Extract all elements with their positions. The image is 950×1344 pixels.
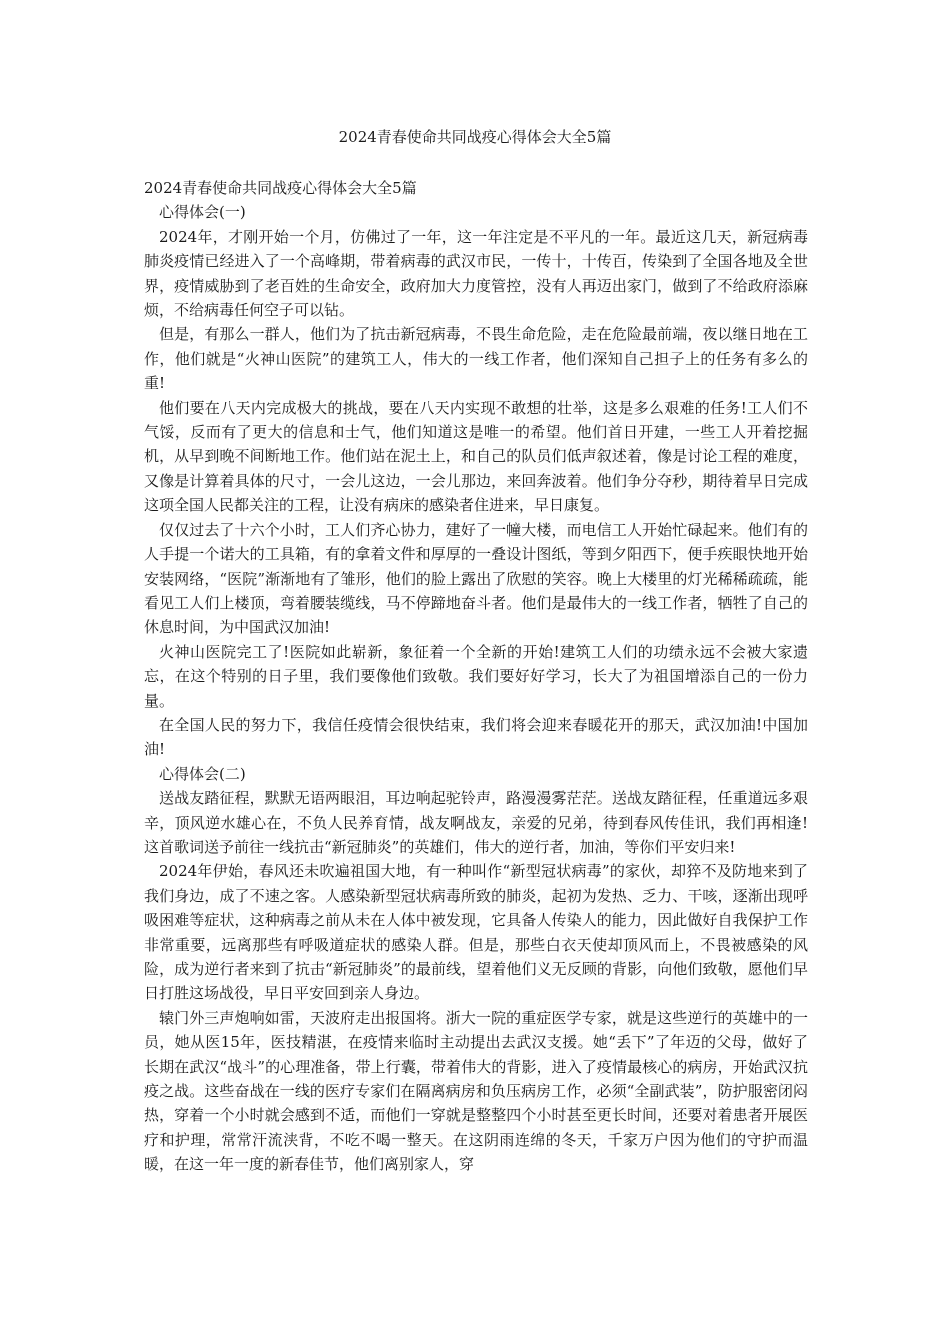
body-paragraph: 他们要在八天内完成极大的挑战，要在八天内实现不敢想的壮举，这是多么艰难的任务!工人们不气馁，反而有了更大的信息和士气，他们知道这是唯一的希望。他们首日开建，一些工人开着挖掘机，从早到晚不间断地工作。他们站在泥土上，和自己的队员们低声叙述着，像是讨论工程的难度，又像是计算着具体的尺寸，一会儿这边，一会儿那边，来回奔波着。他们争分夺秒，期待着早日完成这项全国人民都关注的工程，让没有病床的感染者住进来，早日康复。 bbox=[144, 398, 808, 515]
body-paragraph: 但是，有那么一群人，他们为了抗击新冠病毒，不畏生命危险，走在危险最前端，夜以继日地在工作，他们就是“火神山医院”的建筑工人，伟大的一线工作者，他们深知自己担子上的任务有多么的重! bbox=[144, 325, 808, 393]
section-heading: 心得体会(二) bbox=[159, 764, 246, 783]
body-paragraph: 辕门外三声炮响如雷，天波府走出报国将。浙大一院的重症医学专家，就是这些逆行的英雄中的一员，她从医15年，医技精湛，在疫情来临时主动提出去武汉支援。她“丢下”了年迈的父母，做好了长期在武汉“战斗”的心理准备，带上行囊，带着伟大的背影，进入了疫情最核心的病房，开始武汉抗疫之战。这些奋战在一线的医疗专家们在隔离病房和负压病房工作，必须“全副武装”，防护服密闭闷热，穿着一个小时就会感到不适，而他们一穿就是整整四个小时甚至更长时间，还要对着患者开展医疗和护理，常常汗流浃背，不吃不喝一整天。在这阴雨连绵的冬天，千家万户因为他们的守护而温暖，在这一年一度的新春佳节，他们离别家人，穿 bbox=[144, 1008, 808, 1174]
body-paragraph: 送战友踏征程，默默无语两眼泪，耳边响起驼铃声，路漫漫雾茫茫。送战友踏征程，任重道远多艰辛，顶风逆水雄心在，不负人民养育情，战友啊战友，亲爱的兄弟，待到春风传佳讯，我们再相逢!这首歌词送予前往一线抗击“新冠肺炎”的英雄们，伟大的逆行者，加油，等你们平安归来! bbox=[144, 789, 808, 856]
body-paragraph: 2024年伊始，春风还未吹遍祖国大地，有一种叫作“新型冠状病毒”的家伙，却猝不及防地来到了我们身边，成了不速之客。人感染新型冠状病毒所致的肺炎，起初为发热、乏力、干咳，逐渐出现呼吸困难等症状，这种病毒之前从未在人体中被发现，它具备人传染人的能力，因此做好自我保护工作非常重要，远离那些有呼吸道症状的感染人群。但是，那些白衣天使却顶风而上，不畏被感染的风险，成为逆行者来到了抗击“新冠肺炎”的最前线，望着他们义无反顾的背影，向他们致敬，愿他们早日打胜这场战役，早日平安回到亲人身边。 bbox=[144, 862, 808, 1003]
document-subtitle: 2024青春使命共同战疫心得体会大全5篇 bbox=[144, 179, 417, 197]
body-paragraph: 在全国人民的努力下，我信任疫情会很快结束，我们将会迎来春暖花开的那天，武汉加油!中国加油! bbox=[144, 715, 808, 759]
document-body bbox=[144, 176, 808, 1177]
body-paragraph: 2024年，才刚开始一个月，仿佛过了一年，这一年注定是不平凡的一年。最近这几天，新冠病毒肺炎疫情已经进入了一个高峰期，带着病毒的武汉市民，一传十，十传百，传染到了全国各地及全世界，疫情威胁到了老百姓的生命安全，政府加大力度管控，没有人再迈出家门，做到了不给政府添麻烦，不给病毒任何空子可以钻。 bbox=[144, 227, 808, 320]
body-paragraph: 仅仅过去了十六个小时，工人们齐心协力，建好了一幢大楼，而电信工人开始忙碌起来。他们有的人手提一个诺大的工具箱，有的拿着文件和厚厚的一叠设计图纸，等到夕阳西下，便手疾眼快地开始安装网络，“医院”渐渐地有了雏形，他们的脸上露出了欣慰的笑容。晚上大楼里的灯光稀稀疏疏，能看见工人们上楼顶，弯着腰装缆线，马不停蹄地奋斗者。他们是最伟大的一线工作者，牺牲了自己的休息时间，为中国武汉加油! bbox=[144, 520, 808, 637]
body-paragraph: 火神山医院完工了!医院如此崭新，象征着一个全新的开始!建筑工人们的功绩永远不会被大家遗忘，在这个特别的日子里，我们要像他们致敬。我们要好好学习，长大了为祖国增添自己的一份力量。 bbox=[144, 642, 808, 710]
document-title: 2024青春使命共同战疫心得体会大全5篇 bbox=[338, 128, 612, 146]
section-heading: 心得体会(一) bbox=[159, 203, 246, 222]
